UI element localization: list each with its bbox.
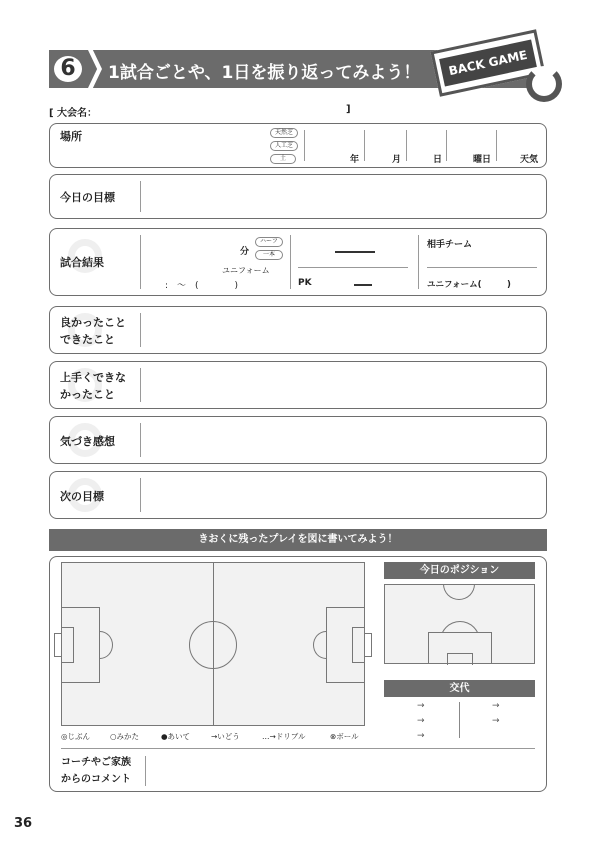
legend-teammate: ○みかた: [110, 732, 140, 741]
opponent-uniform: ユニフォーム( ): [427, 280, 511, 290]
diagram-title: きおくに残ったプレイを図に書いてみよう！: [49, 529, 547, 551]
venue-box: [49, 123, 547, 168]
one-option[interactable]: 一本: [255, 250, 283, 260]
result-label: 試合結果: [60, 256, 104, 269]
next-goal-label: 次の目標: [60, 490, 104, 503]
position-title: 今日のポジション: [384, 562, 535, 579]
legend-ball: ⊗ボール: [330, 732, 359, 741]
page-number: 36: [14, 816, 33, 831]
next-goal-box: [49, 471, 547, 519]
section-number-badge: 6: [51, 53, 85, 85]
surface-soil[interactable]: 土: [270, 154, 296, 164]
surface-artificial[interactable]: 人工芝: [270, 141, 298, 151]
refresh-icon: [526, 66, 562, 102]
date-year: 年: [350, 155, 360, 165]
legend-dribble: …→ドリブル: [262, 732, 306, 741]
goal-today-box: [49, 174, 547, 219]
tournament-close: ]: [346, 104, 351, 115]
comment-label: コーチやご家族 からのコメント: [61, 757, 131, 785]
surface-natural[interactable]: 天然芝: [270, 128, 298, 138]
legend-self: ◎じぶん: [61, 732, 91, 741]
substitution-title: 交代: [384, 680, 535, 697]
good-points-label: 良かったこと できたこと: [60, 316, 126, 346]
date-weather: 天気: [520, 155, 539, 165]
pk-label: PK: [298, 278, 312, 288]
tournament-label: [ 大会名：: [49, 108, 98, 119]
date-weekday: 曜日: [473, 155, 492, 165]
date-month: 月: [392, 155, 402, 165]
bad-points-box: [49, 361, 547, 409]
legend-move: →いどう: [211, 732, 240, 741]
stamp-text: BACK GAME: [439, 40, 537, 87]
impressions-box: [49, 416, 547, 464]
venue-label: 場所: [60, 130, 82, 143]
legend-opponent: ●あいて: [161, 732, 191, 741]
date-day: 日: [433, 155, 443, 165]
minutes-label: 分: [240, 247, 250, 257]
half-option[interactable]: ハーフ: [255, 237, 283, 247]
uniform-label: ユニフォーム: [222, 266, 270, 275]
result-box: [49, 228, 547, 296]
soccer-field[interactable]: [61, 562, 365, 726]
good-points-box: [49, 306, 547, 354]
bad-points-label: 上手くできな かったこと: [60, 371, 126, 401]
position-field[interactable]: [384, 584, 535, 664]
opponent-label: 相手チーム: [427, 240, 473, 250]
time-row: : 〜 ( ): [165, 281, 239, 291]
goal-today-label: 今日の目標: [60, 191, 115, 204]
page-title: 1試合ごとや、1日を振り返ってみよう！: [108, 63, 421, 83]
impressions-label: 気づき感想: [60, 435, 115, 448]
